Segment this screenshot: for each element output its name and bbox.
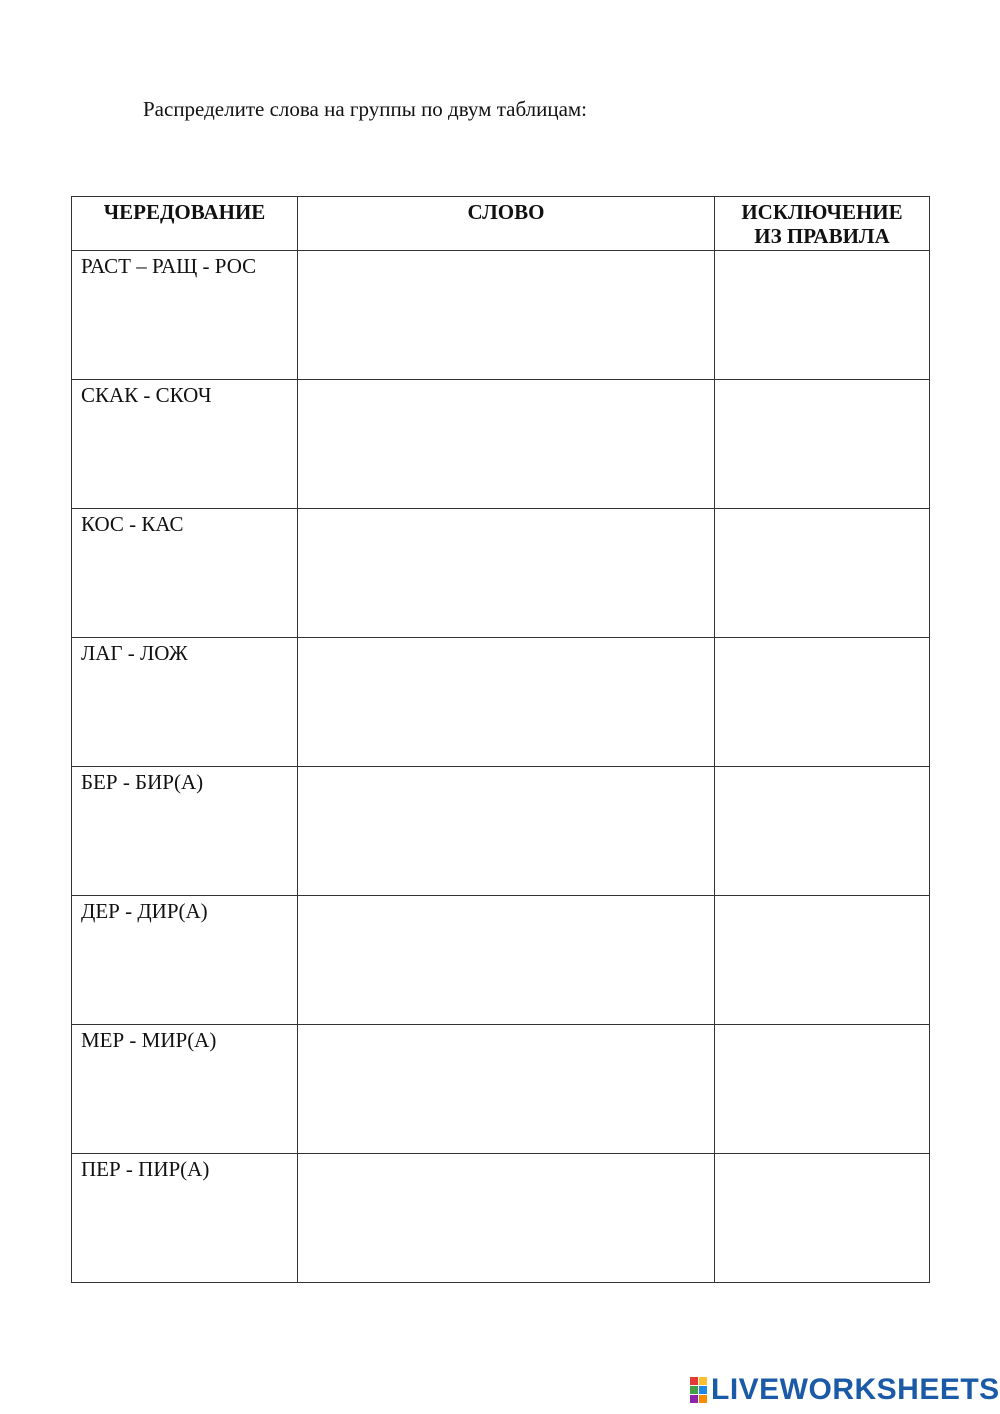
alternation-cell: МЕР - МИР(А) xyxy=(72,1025,298,1154)
alternation-cell: БЕР - БИР(А) xyxy=(72,767,298,896)
exception-cell[interactable] xyxy=(715,638,930,767)
header-alternation: ЧЕРЕДОВАНИЕ xyxy=(72,197,298,251)
exception-cell[interactable] xyxy=(715,251,930,380)
header-exception xyxy=(715,197,930,251)
word-cell[interactable] xyxy=(298,509,715,638)
exception-cell[interactable] xyxy=(715,767,930,896)
table-row xyxy=(72,1025,930,1154)
word-cell[interactable] xyxy=(298,767,715,896)
alternation-cell: РАСТ – РАЩ - РОС xyxy=(72,251,298,380)
liveworksheets-brand xyxy=(690,1374,1000,1406)
table-row xyxy=(72,896,930,1025)
exception-cell[interactable] xyxy=(715,1025,930,1154)
header-exception-line2: ИЗ ПРАВИЛА xyxy=(754,224,890,248)
table-header-row xyxy=(72,197,930,251)
alternation-table xyxy=(71,196,930,1283)
word-cell[interactable] xyxy=(298,638,715,767)
liveworksheets-logo-icon xyxy=(690,1377,708,1403)
table-row xyxy=(72,380,930,509)
table-row xyxy=(72,1154,930,1283)
alternation-cell: КОС - КАС xyxy=(72,509,298,638)
exception-cell[interactable] xyxy=(715,896,930,1025)
exception-cell[interactable] xyxy=(715,380,930,509)
instruction-text: Распределите слова на группы по двум таблицам: xyxy=(143,97,588,121)
alternation-cell: ДЕР - ДИР(А) xyxy=(72,896,298,1025)
alternation-cell: ЛАГ - ЛОЖ xyxy=(72,638,298,767)
table-row xyxy=(72,509,930,638)
word-cell[interactable] xyxy=(298,1025,715,1154)
table-row xyxy=(72,638,930,767)
word-cell[interactable] xyxy=(298,896,715,1025)
header-word: СЛОВО xyxy=(298,197,715,251)
liveworksheets-wordmark: LIVEWORKSHEETS xyxy=(711,1373,1000,1406)
word-cell[interactable] xyxy=(298,1154,715,1283)
table-row xyxy=(72,251,930,380)
word-cell[interactable] xyxy=(298,380,715,509)
header-exception-line1: ИСКЛЮЧЕНИЕ xyxy=(741,200,903,224)
exception-cell[interactable] xyxy=(715,1154,930,1283)
exception-cell[interactable] xyxy=(715,509,930,638)
alternation-cell: СКАК - СКОЧ xyxy=(72,380,298,509)
word-cell[interactable] xyxy=(298,251,715,380)
table-row xyxy=(72,767,930,896)
alternation-cell: ПЕР - ПИР(А) xyxy=(72,1154,298,1283)
